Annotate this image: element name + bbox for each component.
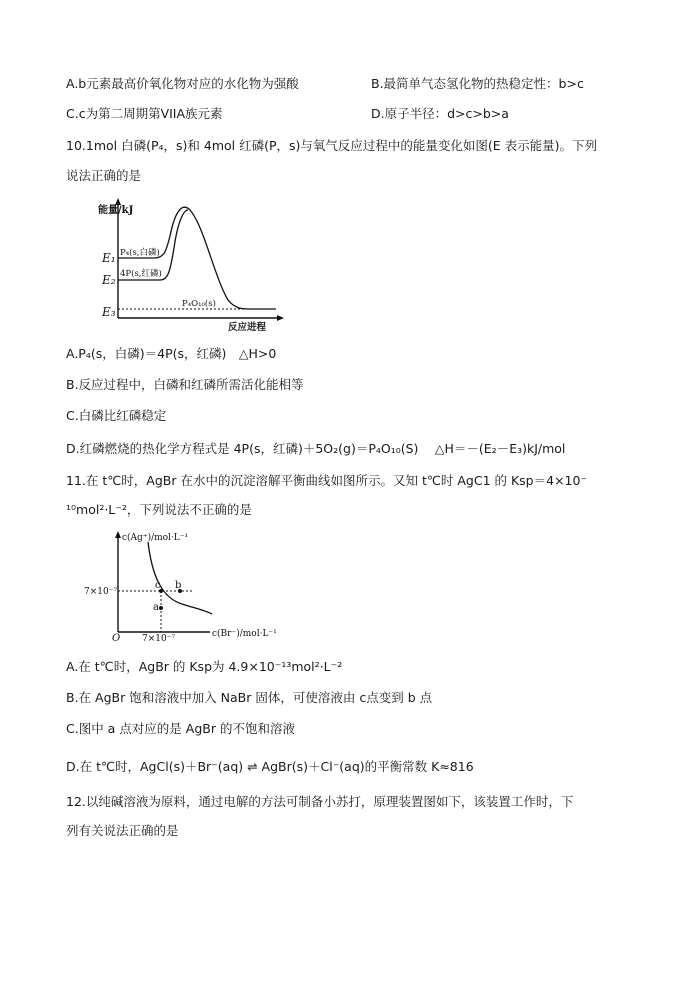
e2-label: E₂ (102, 273, 116, 287)
red-phosphorus-label: 4P(s,红磷) (120, 269, 162, 279)
q9-option-d: D.原子半径：d>c>b>a (371, 106, 509, 121)
q10-option-a: A.P₄(s，白磷)＝4P(s，红磷) △H>0 (66, 346, 277, 361)
origin-label: O (112, 633, 121, 644)
q12-stem-line1: 12.以纯碱溶液为原料，通过电解的方法可制备小苏打，原理装置图如下，该装置工作时，下 (66, 794, 574, 809)
energy-diagram-svg (96, 196, 286, 336)
q11-option-c: C.图中 a 点对应的是 AgBr 的不饱和溶液 (66, 721, 295, 736)
e1-label: E₁ (102, 251, 116, 265)
solubility-diagram (84, 528, 280, 646)
x-axis-arrow (277, 315, 284, 321)
q11-option-a: A.在 t℃时，AgBr 的 Ksp为 4.9×10⁻¹³mol²·L⁻² (66, 659, 343, 674)
y-axis-arrow (115, 198, 121, 205)
y-axis-label: 能量/kJ (98, 205, 134, 216)
q12-stem-line2: 列有关说法正确的是 (66, 823, 179, 838)
q10-option-d: D.红磷燃烧的热化学方程式是 4P(s，红磷)＋5O₂(g)＝P₄O₁₀(S) △H＝－(E₂－E₃)kJ/mol (66, 441, 566, 456)
q10-option-b: B.反应过程中，白磷和红磷所需活化能相等 (66, 377, 304, 392)
y-axis-arrow (115, 531, 121, 538)
y-axis-label: c(Ag⁺)/mol·L⁻¹ (122, 533, 189, 543)
q9-option-a: A.b元素最高价氧化物对应的水化物为强酸 (66, 76, 299, 91)
q9-option-c: C.c为第二周期第VIIA族元素 (66, 106, 223, 121)
product-label: P₄O₁₀(s) (182, 299, 216, 309)
x-axis-label: 反应进程 (228, 322, 267, 333)
point-c-label: c (155, 580, 161, 591)
q11-stem-line1: 11.在 t℃时，AgBr 在水中的沉淀溶解平衡曲线如图所示。又知 t℃时 AgC1 的 Ksp＝4×10⁻ (66, 473, 588, 488)
point-b-label: b (175, 580, 182, 591)
point-a-label: a (153, 602, 159, 613)
point-a (159, 606, 163, 610)
q11-option-d: D.在 t℃时，AgCl(s)＋Br⁻(aq) ⇌ AgBr(s)＋Cl⁻(aq)的平衡常数 K≈816 (66, 759, 474, 774)
y-tick-label: 7×10⁻⁷ (84, 587, 118, 597)
q10-stem-line1: 10.1mol 白磷(P₄，s)和 4mol 红磷(P，s)与氧气反应过程中的能量变化如图(E 表示能量)。下列 (66, 138, 598, 153)
q10-option-c: C.白磷比红磷稳定 (66, 408, 167, 423)
e3-label: E₃ (102, 305, 116, 319)
x-axis-label: c(Br⁻)/mol·L⁻¹ (212, 629, 277, 639)
white-phosphorus-label: P₄(s,白磷) (120, 248, 160, 258)
q11-stem-line2: ¹⁰mol²·L⁻²，下列说法不正确的是 (66, 502, 252, 517)
energy-diagram (96, 196, 286, 336)
x-tick-label: 7×10⁻⁷ (142, 634, 176, 644)
solubility-diagram-svg (84, 528, 280, 646)
q11-option-b: B.在 AgBr 饱和溶液中加入 NaBr 固体，可使溶液由 c点变到 b 点 (66, 690, 433, 705)
q9-option-b: B.最简单气态氢化物的热稳定性：b>c (371, 76, 584, 91)
q10-stem-line2: 说法正确的是 (66, 168, 142, 183)
